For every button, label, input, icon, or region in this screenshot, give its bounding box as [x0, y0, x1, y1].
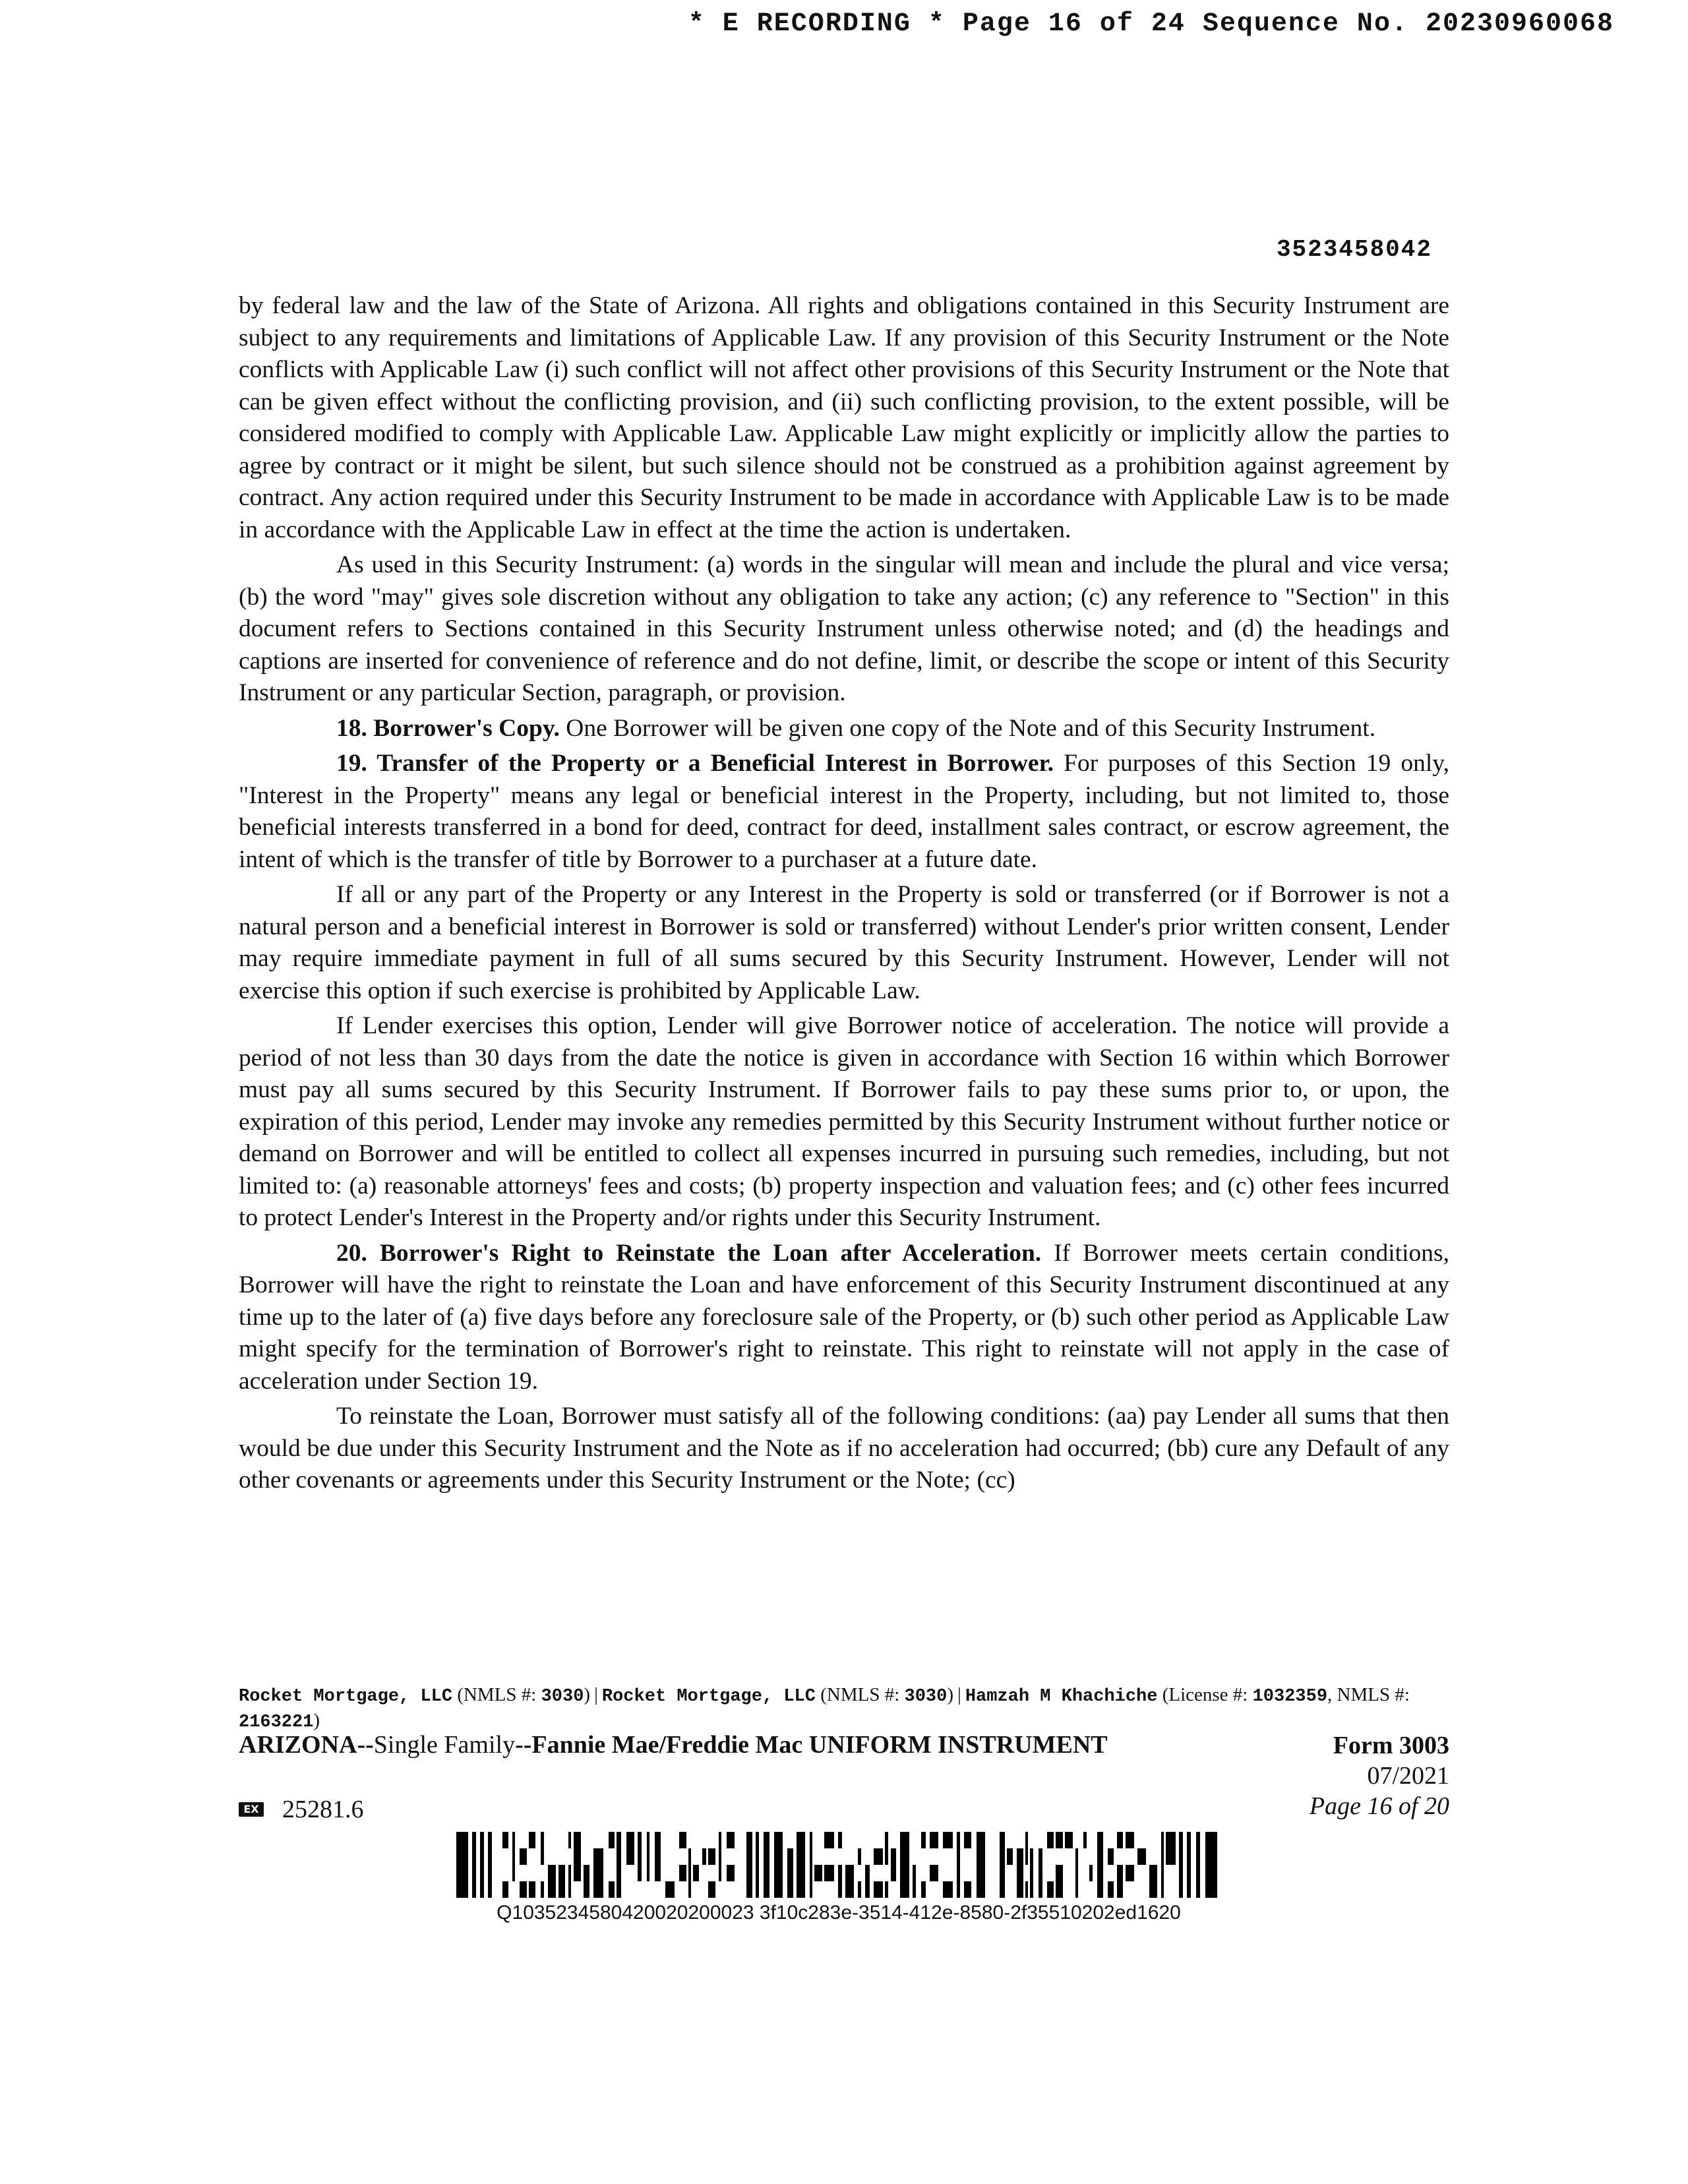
paragraph-lender-option: If Lender exercises this option, Lender will give Borrower notice of acceleration. The notice will provide a period of not less than 30 days from the date the notice is given in accordance with Section 16 within which Borrower must pay all sums secured by this Security Instrument. If Borrower fails to pay these sums prior to, or upon, the expiration of this period, Lender may invoke any remedies permitted by this Security Instrument without further notice or demand on Borrower and will be entitled to collect all expenses incurred in pursuing such remedies, including, but not limited to: (a) reasonable attorneys' fees and costs; (b) property inspection and valuation fees; and (c) other fees incurred to protect Lender's Interest in the Property and/or rights under this Security Instrument. — [239, 1012, 1449, 1231]
section-19 — [239, 748, 1449, 876]
ex-logo-icon: EX — [239, 1802, 264, 1817]
separator: | — [957, 1684, 961, 1705]
document-body — [239, 290, 1449, 1500]
page-number: Page 16 of 20 — [1309, 1792, 1449, 1820]
form-title: ARIZONA--Single Family--Fannie Mae/Freddie Mac UNIFORM INSTRUMENT — [239, 1731, 1108, 1759]
form-number: Form 3003 — [1333, 1732, 1449, 1759]
section-18 — [239, 713, 1449, 745]
footer-lender-info: Rocket Mortgage, LLC (NMLS #: 3030) | Rocket Mortgage, LLC (NMLS #: 3030) | Hamzah M Khachiche (License #: 1032359, NMLS #: 2163221) — [239, 1684, 1410, 1732]
document-code: 25281.6 — [282, 1796, 364, 1823]
barcode-text: Q1035234580420020200023 3f10c283e-3514-412e-8580-2f35510202ed1620 — [497, 1902, 1181, 1924]
barcode-image — [456, 1832, 1221, 1898]
section-18-text: One Borrower will be given one copy of the Note and of this Security Instrument. — [559, 714, 1376, 742]
paragraph-applicable-law: by federal law and the law of the State of Arizona. All rights and obligations contained in this Security Instrument are subject to any requirements and limitations of Applicable Law. If any provision of this Security Instrument or the Note conflicts with Applicable Law (i) such conflict will not affect other provisions of this Security Instrument or the Note that can be given effect without the conflicting provision, and (ii) such conflicting provision, to the extent possible, will be considered modified to comply with Applicable Law. Applicable Law might explicitly or implicitly allow the parties to agree by contract or it might be silent, but such silence should not be construed as a prohibition against agreement by contract. Any action required under this Security Instrument to be made in accordance with Applicable Law is to be made in accordance with the Applicable Law in effect at the time the action is undertaken. — [239, 292, 1449, 543]
paragraph-definitions: As used in this Security Instrument: (a) words in the singular will mean and include the plural and vice versa; (b) the word "may" gives sole discretion without any obligation to take any action; (c) any reference to "Section" in this document refers to Sections contained in this Security Instrument unless otherwise noted; and (d) the headings and captions are inserted for convenience of reference and do not define, limit, or describe the scope or intent of this Security Instrument or any particular Section, paragraph, or provision. — [239, 551, 1449, 706]
section-20-text: If Borrower meets certain conditions, Borrower will have the right to reinstate the Loan and have enforcement of this Security Instrument discontinued at any time up to the later of (a) five days before any foreclosure sale of the Property, or (b) such other period as Applicable Law might specify for the termination of Borrower's right to reinstate. This right to reinstate will not apply in the case of acceleration under Section 19. — [239, 1239, 1449, 1395]
form-date: 07/2021 — [1367, 1762, 1449, 1790]
form-number-block — [1310, 1730, 1449, 1821]
paragraph-reinstate: To reinstate the Loan, Borrower must satisfy all of the following conditions: (aa) pay Lender all sums that then would be due under this Security Instrument and the Note as if no acceleration had occurred; (bb) cure any Default of any other covenants or agreements under this Security Instrument or the Note; (cc) — [239, 1403, 1449, 1494]
loan-originator: Hamzah M Khachiche — [965, 1687, 1158, 1707]
separator: | — [594, 1684, 598, 1705]
loan-number: 3523458042 — [1276, 236, 1432, 263]
section-18-heading: 18. Borrower's Copy. — [336, 714, 560, 742]
section-20-heading: 20. Borrower's Right to Reinstate the Loan after Acceleration. — [336, 1239, 1042, 1267]
section-19-text: For purposes of this Section 19 only, "Interest in the Property" means any legal or beneficial interest in the Property, including, but not limited to, those beneficial interests transferred in a bond for deed, contract for deed, installment sales contract, or escrow agreement, the intent of which is the transfer of title by Borrower to a purchaser at a future date. — [239, 750, 1449, 873]
document-code-line — [239, 1795, 364, 1824]
lender-name: Rocket Mortgage, LLC — [239, 1687, 453, 1707]
paragraph-transfer: If all or any part of the Property or any Interest in the Property is sold or transferred (or if Borrower is not a natural person and a beneficial interest in Borrower is sold or transferred) without Lender's prior written consent, Lender may require immediate payment in full of all sums secured by this Security Instrument. However, Lender will not exercise this option if such exercise is prohibited by Applicable Law. — [239, 881, 1449, 1004]
section-19-heading: 19. Transfer of the Property or a Beneficial Interest in Borrower. — [336, 750, 1054, 777]
lender-name: Rocket Mortgage, LLC — [601, 1687, 816, 1707]
recording-header: * E RECORDING * Page 16 of 24 Sequence No. 20230960068 — [688, 9, 1614, 39]
section-20 — [239, 1238, 1449, 1398]
